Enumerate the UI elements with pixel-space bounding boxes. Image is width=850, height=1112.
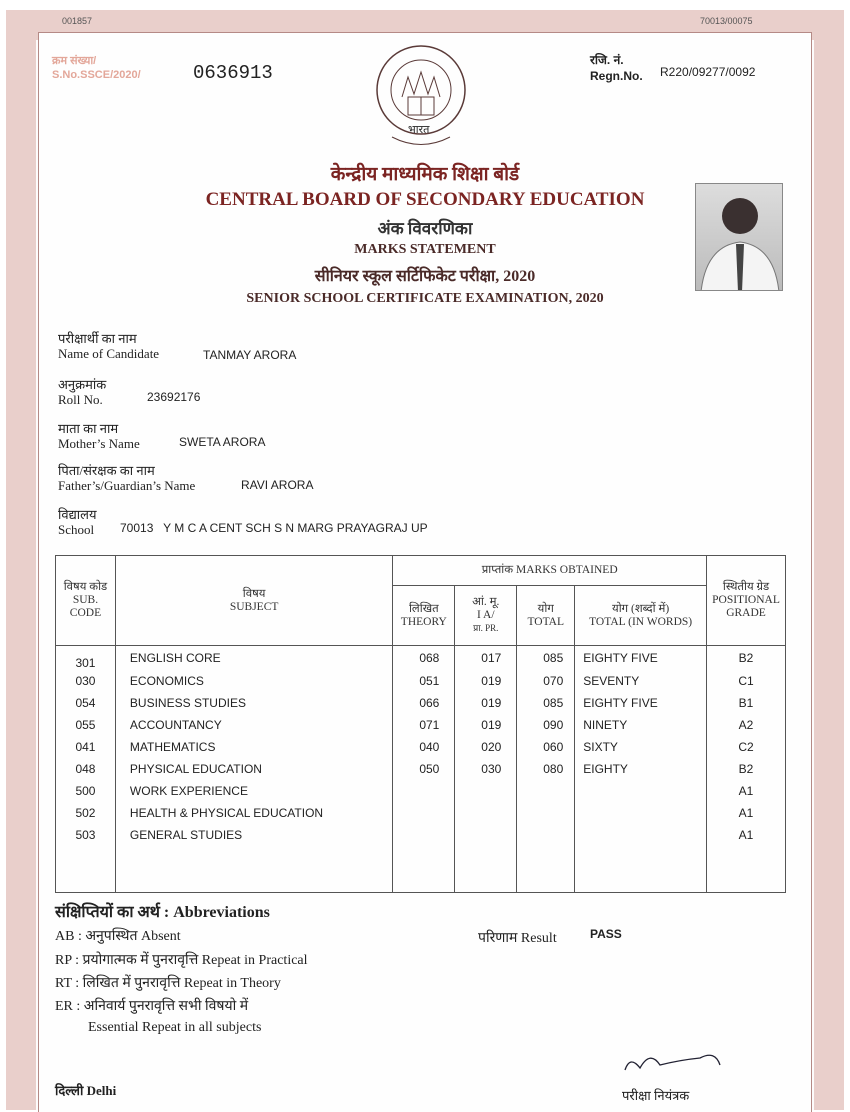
empty-cell: [517, 846, 575, 893]
school-label: [58, 507, 97, 537]
cell-ia: 020: [455, 736, 517, 758]
cell-total: 060: [517, 736, 575, 758]
label-hi: अनुक्रमांक: [58, 377, 107, 392]
table-row: [56, 714, 786, 736]
cell-subject: ENGLISH CORE: [115, 646, 392, 671]
cell-grade: A1: [707, 780, 786, 802]
table-row: [56, 824, 786, 846]
cell-ia: 019: [455, 670, 517, 692]
regn-label-en: Regn.No.: [590, 69, 643, 83]
label-en: School: [58, 522, 95, 537]
cell-code: 048: [56, 758, 116, 780]
cell-theory: 066: [393, 692, 455, 714]
cell-total: [517, 802, 575, 824]
cell-code: 503: [56, 824, 116, 846]
table-row: [56, 646, 786, 671]
cell-theory: [393, 824, 455, 846]
cell-total: [517, 824, 575, 846]
board-name: CENTRAL BOARD OF SECONDARY EDUCATION: [205, 189, 645, 210]
empty-cell: [393, 846, 455, 893]
header-code: विषय कोड SUB. CODE: [56, 556, 116, 646]
table-row: [56, 692, 786, 714]
table-row: [56, 802, 786, 824]
candidate-name-label: [58, 331, 159, 361]
result-value: PASS: [590, 927, 622, 941]
cell-words: EIGHTY FIVE: [575, 692, 707, 714]
cell-total: [517, 780, 575, 802]
roll-no: 23692176: [147, 390, 201, 404]
doc-title: MARKS STATEMENT: [354, 242, 496, 257]
label-hi: परीक्षार्थी का नाम: [58, 331, 137, 346]
cell-subject: MATHEMATICS: [115, 736, 392, 758]
mother-name-label: [58, 421, 140, 451]
cell-theory: 050: [393, 758, 455, 780]
cell-subject: HEALTH & PHYSICAL EDUCATION: [115, 802, 392, 824]
cbse-logo: [372, 42, 470, 152]
cell-subject: ACCOUNTANCY: [115, 714, 392, 736]
cell-code: 055: [56, 714, 116, 736]
roll-no-label: [58, 377, 106, 407]
cell-ia: [455, 780, 517, 802]
cell-theory: [393, 780, 455, 802]
table-row: [56, 670, 786, 692]
cell-grade: B1: [707, 692, 786, 714]
cell-subject: ECONOMICS: [115, 670, 392, 692]
header-total-words: योग (शब्दों में) TOTAL (IN WORDS): [575, 586, 707, 646]
table-filler: [56, 846, 786, 893]
abbr-repeat-theory: RT : लिखित में पुनरावृत्ति Repeat in Theory: [55, 976, 281, 991]
father-name: RAVI ARORA: [241, 478, 314, 492]
abbr-essential-repeat: ER : अनिवार्य पुनरावृत्ति सभी विषयो में: [55, 999, 249, 1014]
cell-grade: A2: [707, 714, 786, 736]
cell-words: [575, 802, 707, 824]
cell-theory: 068: [393, 646, 455, 671]
cell-grade: A1: [707, 802, 786, 824]
cell-total: 090: [517, 714, 575, 736]
cell-words: [575, 780, 707, 802]
label-hi: माता का नाम: [58, 421, 119, 436]
cell-words: EIGHTY: [575, 758, 707, 780]
header-theory: लिखित THEORY: [393, 586, 455, 646]
label-en: Roll No.: [58, 392, 103, 407]
serial-label: [52, 54, 141, 82]
cell-total: 080: [517, 758, 575, 780]
abbr-repeat-practical: RP : प्रयोगात्मक में पुनरावृत्ति Repeat in Practical: [55, 953, 308, 968]
cell-theory: 051: [393, 670, 455, 692]
empty-cell: [115, 846, 392, 893]
cell-ia: 030: [455, 758, 517, 780]
cell-grade: A1: [707, 824, 786, 846]
cell-code: 030: [56, 670, 116, 692]
candidate-name: TANMAY ARORA: [203, 348, 297, 362]
empty-cell: [56, 846, 116, 893]
regn-number: R220/09277/0092: [660, 65, 756, 79]
cell-code: 041: [56, 736, 116, 758]
label-hi: विद्यालय: [58, 507, 97, 522]
header-total: योग TOTAL: [517, 586, 575, 646]
cell-grade: B2: [707, 646, 786, 671]
signatory-title: परीक्षा नियंत्रक: [622, 1088, 690, 1103]
cell-ia: 019: [455, 692, 517, 714]
label-en: Mother’s Name: [58, 436, 140, 451]
marks-table: [55, 555, 786, 893]
corner-code-right: 70013/00075: [700, 16, 753, 26]
board-name-hindi: केन्द्रीय माध्यमिक शिक्षा बोर्ड: [330, 164, 520, 185]
abbr-absent: AB : अनुपस्थित Absent: [55, 929, 181, 944]
serial-label-hi: क्रम संख्या/: [52, 55, 97, 67]
cell-subject: GENERAL STUDIES: [115, 824, 392, 846]
cell-code: 054: [56, 692, 116, 714]
exam-title: SENIOR SCHOOL CERTIFICATE EXAMINATION, 2020: [246, 291, 604, 306]
result-label: परिणाम Result: [478, 931, 557, 946]
cell-theory: 040: [393, 736, 455, 758]
cell-total: 070: [517, 670, 575, 692]
empty-cell: [707, 846, 786, 893]
cell-subject: WORK EXPERIENCE: [115, 780, 392, 802]
abbr-essential-repeat-cont: Essential Repeat in all subjects: [88, 1020, 262, 1035]
serial-number: 0636913: [193, 62, 273, 84]
exam-title-hindi: सीनियर स्कूल सर्टिफिकेट परीक्षा, 2020: [314, 268, 536, 285]
label-en: Name of Candidate: [58, 346, 160, 361]
cell-total: 085: [517, 692, 575, 714]
cell-theory: [393, 802, 455, 824]
logo-text-bharat: भारत: [408, 124, 430, 136]
table-row: [56, 780, 786, 802]
signature: [620, 1040, 740, 1080]
candidate-photo: [695, 183, 783, 291]
cell-code: 500: [56, 780, 116, 802]
table-row: [56, 758, 786, 780]
cell-ia: 019: [455, 714, 517, 736]
cell-theory: 071: [393, 714, 455, 736]
regn-label-hi: रजि. नं.: [590, 53, 624, 67]
header-grade: स्थितीय ग्रेड POSITIONAL GRADE: [707, 556, 786, 646]
table-row: [56, 736, 786, 758]
label-hi: पिता/संरक्षक का नाम: [58, 463, 155, 478]
cell-subject: PHYSICAL EDUCATION: [115, 758, 392, 780]
mother-name: SWETA ARORA: [179, 435, 266, 449]
cell-words: EIGHTY FIVE: [575, 646, 707, 671]
header-ia: आं. मू. I A/ प्रा. PR.: [455, 586, 517, 646]
cell-code: 301: [56, 646, 116, 671]
cell-code: 502: [56, 802, 116, 824]
cell-grade: B2: [707, 758, 786, 780]
cell-words: NINETY: [575, 714, 707, 736]
cell-subject: BUSINESS STUDIES: [115, 692, 392, 714]
cell-ia: 017: [455, 646, 517, 671]
cell-words: SEVENTY: [575, 670, 707, 692]
empty-cell: [455, 846, 517, 893]
corner-code-left: 001857: [62, 16, 93, 26]
cell-ia: [455, 802, 517, 824]
header-subject: विषय SUBJECT: [115, 556, 392, 646]
father-name-label: [58, 463, 195, 493]
cell-grade: C1: [707, 670, 786, 692]
school-name: 70013 Y M C A CENT SCH S N MARG PRAYAGRAJ UP: [120, 521, 428, 535]
doc-title-hindi: अंक विवरणिका: [377, 219, 473, 238]
cell-total: 085: [517, 646, 575, 671]
abbreviations-title: संक्षिप्तियों का अर्थ : Abbreviations: [55, 904, 270, 921]
serial-label-en: S.No.SSCE/2020/: [52, 69, 141, 81]
cell-words: [575, 824, 707, 846]
place: दिल्ली Delhi: [55, 1083, 117, 1098]
cell-grade: C2: [707, 736, 786, 758]
cell-ia: [455, 824, 517, 846]
cell-words: SIXTY: [575, 736, 707, 758]
empty-cell: [575, 846, 707, 893]
label-en: Father’s/Guardian’s Name: [58, 478, 196, 493]
regn-label: [590, 52, 643, 84]
header-marks-obtained: प्राप्तांक MARKS OBTAINED: [393, 556, 707, 586]
